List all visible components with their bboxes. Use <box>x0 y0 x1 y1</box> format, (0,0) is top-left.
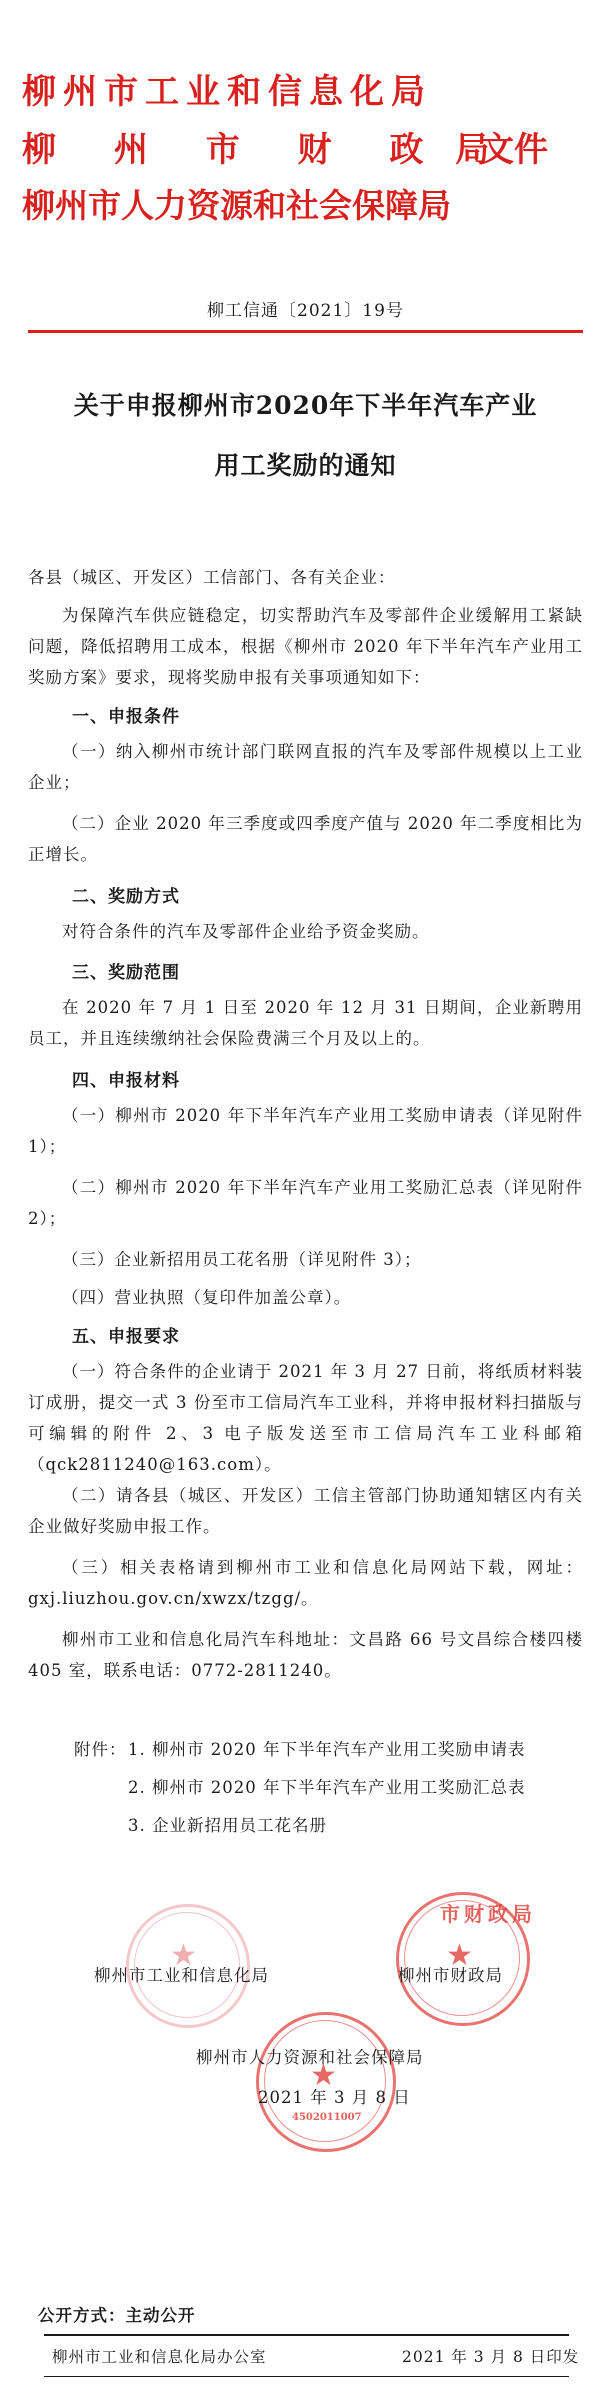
intro-paragraph: 为保障汽车供应链稳定，切实帮助汽车及零部件企业缓解用工紧缺问题，降低招聘用工成本，根据《柳州市 2020 年下半年汽车产业用工奖励方案》要求，现将奖励申报有关事项通知如下： <box>28 606 583 687</box>
issuer-line-hr: 柳州市人力资源和社会保障局 <box>22 186 451 225</box>
signature-hr-bureau: 柳州市人力资源和社会保障局 <box>196 2048 424 2067</box>
issuing-office: 柳州市工业和信息化局办公室 <box>52 2348 267 2366</box>
requirement-2: （二）请各县（城区、开发区）工信主管部门协助通知辖区内有关企业做好奖励申报工作。 <box>28 1486 583 1536</box>
red-divider <box>28 330 583 333</box>
issuer-line-industry: 柳州市工业和信息化局 <box>22 72 432 112</box>
material-1: （一）柳州市 2020 年下半年汽车产业用工奖励申请表（详见附件 1）； <box>28 1106 583 1156</box>
footer-rule-bottom <box>44 2376 569 2377</box>
reward-scope-text: 在 2020 年 7 月 1 日至 2020 年 12 月 31 日期间，企业新聘用员工，并且连续缴纳社会保险费满三个月及以上的。 <box>28 998 583 1048</box>
attachments-label: 附件： <box>74 1740 127 1759</box>
section-heading-reward-method: 二、奖励方式 <box>72 887 180 907</box>
issuer-char: 柳 <box>22 130 56 170</box>
material-3: （三）企业新招用员工花名册（详见附件 3）； <box>62 1250 422 1269</box>
section-heading-requirements: 五、申报要求 <box>72 1327 180 1347</box>
document-title-line1: 关于申报柳州市2020年下半年汽车产业 <box>73 391 538 420</box>
issuer-char: 财 <box>297 130 332 170</box>
requirement-1: （一）符合条件的企业请于 2021 年 3 月 27 日前，将纸质材料装订成册，提交一式 3 份至市工信局汽车工业科，并将申报材料扫描版与可编辑的附件 2、3 电子版发送至市工信局汽车工业科邮箱（qck2811240@163.com）。 <box>28 1362 583 1474</box>
attachment-item-1: 1. 柳州市 2020 年下半年汽车产业用工奖励申请表 <box>128 1740 526 1759</box>
attachment-item-3: 3. 企业新招用员工花名册 <box>128 1816 327 1835</box>
material-4: （四）营业执照（复印件加盖公章）。 <box>62 1288 352 1307</box>
document-number: 柳工信通〔2021〕19号 <box>207 301 404 321</box>
issuer-char: 政 <box>389 130 424 170</box>
disclosure-mode: 公开方式：主动公开 <box>38 2306 196 2325</box>
issuer-char: 州 <box>113 130 148 170</box>
section-heading-materials: 四、申报材料 <box>72 1071 180 1091</box>
document-title-line2: 用工奖励的通知 <box>214 451 397 480</box>
issuer-char: 市 <box>205 130 240 170</box>
issue-date: 2021 年 3 月 8 日 <box>258 2088 411 2107</box>
contact-info: 柳州市工业和信息化局汽车科地址：文昌路 66 号文昌综合楼四楼 405 室，联系电话：0772-2811240。 <box>28 1630 583 1680</box>
signature-industry-bureau: 柳州市工业和信息化局 <box>94 1966 269 1985</box>
material-2: （二）柳州市 2020 年下半年汽车产业用工奖励汇总表（详见附件 2）； <box>28 1178 583 1228</box>
section-heading-conditions: 一、申报条件 <box>72 707 180 727</box>
footer-rule-top <box>44 2334 569 2336</box>
addressee: 各县（城区、开发区）工信部门、各有关企业： <box>28 568 396 587</box>
print-date: 2021 年 3 月 8 日印发 <box>402 2348 580 2366</box>
issuer-char: 局 <box>455 130 490 170</box>
signature-finance-bureau: 柳州市财政局 <box>398 1966 503 1985</box>
condition-2: （二）企业 2020 年三季度或四季度产值与 2020 年二季度相比为正增长。 <box>28 814 583 864</box>
reward-method-text: 对符合条件的汽车及零部件企业给予资金奖励。 <box>62 922 430 941</box>
attachment-item-2: 2. 柳州市 2020 年下半年汽车产业用工奖励汇总表 <box>128 1778 526 1797</box>
issuer-line-finance <box>22 122 489 171</box>
condition-1: （一）纳入柳州市统计部门联网直报的汽车及零部件规模以上工业企业； <box>28 742 583 792</box>
document-label: 文件 <box>480 130 548 170</box>
requirement-3: （三）相关表格请到柳州市工业和信息化局网站下载，网址：gxj.liuzhou.gov.cn/xwzx/tzgg/。 <box>28 1558 583 1608</box>
section-heading-reward-scope: 三、奖励范围 <box>72 963 180 983</box>
